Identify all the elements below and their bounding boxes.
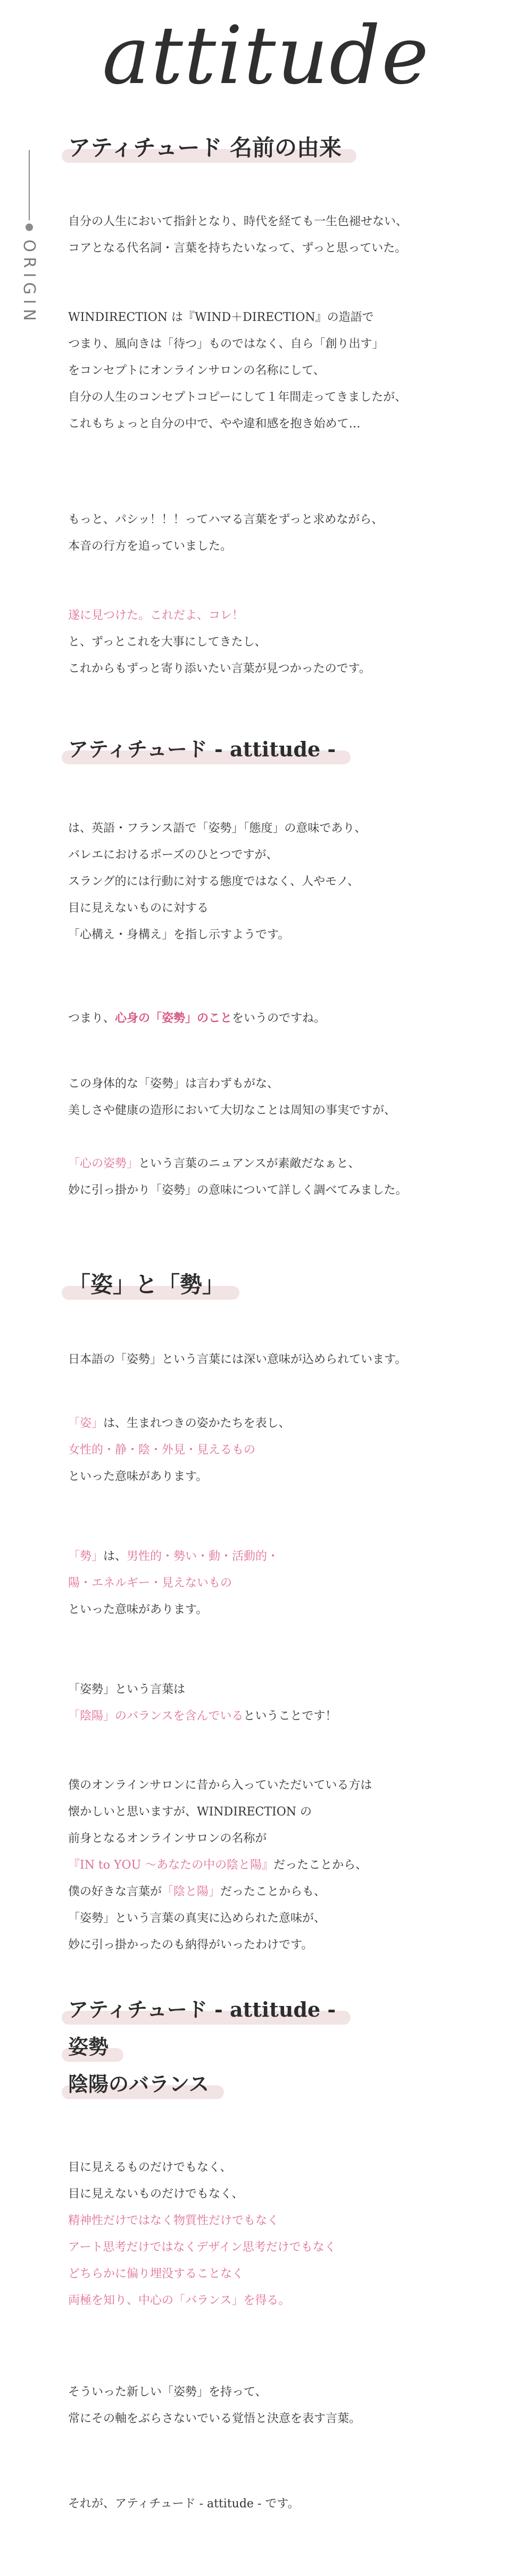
text-line: 美しさや健康の造形において大切なことは周知の事実ですが、 <box>68 1104 396 1117</box>
paragraph-conclusion <box>68 2491 494 2517</box>
highlight-line: どちらかに偏り埋没することなく <box>68 2267 244 2281</box>
page-title: attitude <box>102 10 430 102</box>
text-line: これからもずっと寄り添いたい言葉が見つかったのです。 <box>68 662 371 675</box>
text-line: 僕のオンラインサロンに昔から入っていただいている方は <box>68 1779 372 1792</box>
text-line <box>68 1879 494 1905</box>
text-line <box>68 1543 494 1570</box>
highlight-line: 女性的・静・陰・外見・見えるもの <box>68 1443 256 1457</box>
highlight-line: 精神性だけではなく物質性だけでもなく <box>68 2214 279 2227</box>
heading-balance: 陰陽のバランス <box>68 2069 209 2099</box>
text-line: 妙に引っ掛かったのも納得がいったわけです。 <box>68 1938 313 1952</box>
text-line: といった意味があります。 <box>68 1470 208 1483</box>
paragraph-intro <box>68 209 494 262</box>
text-line: をコンセプトにオンラインサロンの名称にして、 <box>68 364 325 377</box>
text-line: といった意味があります。 <box>68 1603 208 1616</box>
text-line: コアとなる代名詞・言葉を持ちたいなって、ずっと思っていた。 <box>68 242 407 255</box>
paragraph-windirection <box>68 304 494 437</box>
paragraph-definition <box>68 815 494 948</box>
text-line: これもちょっと自分の中で、やや違和感を抱き始めて… <box>68 417 361 431</box>
text-segment: だったことから、 <box>273 1859 368 1872</box>
text-line: 目に見えないものに対する <box>68 902 209 915</box>
text-line: と、ずっとこれを大事にしてきたし、 <box>68 635 267 649</box>
text-line <box>68 1410 494 1437</box>
text-line: 懐かしいと思いますが、WINDIRECTION の <box>68 1805 312 1819</box>
text-line <box>68 1005 494 1032</box>
text-line: 「姿勢」という言葉の真実に込められた意味が、 <box>68 1912 326 1925</box>
highlight-text: 『IN to YOU 〜あなたの中の陰と陽』 <box>68 1859 274 1872</box>
text-segment: だったことからも、 <box>220 1885 326 1898</box>
text-segment: は、生まれつきの姿かたちを表し、 <box>103 1417 290 1430</box>
highlight-line: 遂に見つけた。これだよ、コレ！ <box>68 609 244 622</box>
text-line: 目に見えるものだけでもなく、 <box>68 2161 232 2174</box>
text-line: 自分の人生のコンセプトコピーにして１年間走ってきましたが、 <box>68 391 407 404</box>
paragraph-sei <box>68 1543 494 1623</box>
highlight-line: アート思考だけではなくデザイン思考だけでもなく <box>68 2241 336 2254</box>
highlight-line: 陽・エネルギー・見えないもの <box>68 1576 232 1590</box>
text-line: 常にその軸をぶらさないでいる覚悟と決意を表す言葉。 <box>68 2412 361 2425</box>
paragraph-balance <box>68 2154 494 2314</box>
highlight-text: 「陰と陽」 <box>162 1885 221 1898</box>
paragraph-salon-history <box>68 1772 494 1959</box>
paragraph-posture <box>68 1071 494 1124</box>
text-segment: という言葉のニュアンスが素敵だなぁと、 <box>138 1157 360 1170</box>
text-line: 目に見えないものだけでもなく、 <box>68 2187 244 2201</box>
highlight-text: 男性的・勢い・動・活動的・ <box>127 1550 279 1563</box>
highlight-text: 「勢」 <box>68 1550 104 1563</box>
highlight-text: 「陰陽」のバランスを含んでいる <box>68 1710 244 1723</box>
highlight-text: 心身の「姿勢」のこと <box>115 1011 232 1025</box>
paragraph-yin-yang <box>68 1677 494 1730</box>
paragraph-search <box>68 507 494 560</box>
text-line: 日本語の「姿勢」という言葉には深い意味が込められています。 <box>68 1353 407 1366</box>
paragraph-found <box>68 602 494 682</box>
rail-dot <box>26 224 33 231</box>
text-line: もっと、パシッ！！！ってハマる言葉をずっと求めながら、 <box>68 513 384 526</box>
highlight-line: 両極を知り、中心の「バランス」を得る。 <box>68 2294 290 2307</box>
text-segment: つまり、 <box>68 1012 115 1025</box>
paragraph-meaning <box>68 1347 494 1373</box>
text-line <box>68 1703 494 1730</box>
text-segment: ということです！ <box>243 1710 337 1723</box>
highlight-text: 「心の姿勢」 <box>68 1157 139 1170</box>
text-line: バレエにおけるポーズのひとつですが、 <box>68 848 278 862</box>
text-line: 本音の行方を追っていました。 <box>68 540 232 553</box>
text-segment: は、 <box>103 1550 127 1563</box>
text-line: つまり、風向きは「待つ」ものではなく、自ら「創り出す」 <box>68 337 384 351</box>
text-line: この身体的な「姿勢」は言わずもがな、 <box>68 1077 279 1091</box>
text-segment: 僕の好きな言葉が <box>68 1885 162 1898</box>
text-line: 「姿勢」という言葉は <box>68 1683 186 1696</box>
origin-rail <box>21 150 37 363</box>
text-line: 前身となるオンラインサロンの名称が <box>68 1832 267 1845</box>
heading-attitude-2: アティチュード - attitude - <box>68 1995 336 2025</box>
text-segment: をいうのですね。 <box>232 1012 326 1025</box>
text-line: は、英語・フランス語で「姿勢」「態度」の意味であり、 <box>68 822 367 835</box>
heading-name-origin: アティチュード 名前の由来 <box>68 133 342 163</box>
text-line <box>68 1151 494 1177</box>
rail-line <box>29 150 30 220</box>
text-line: それが、アティチュード - attitude - です。 <box>68 2497 300 2511</box>
text-line: WINDIRECTION は『WIND＋DIRECTION』の造語で <box>68 311 374 324</box>
heading-shisei: 姿勢 <box>68 2032 109 2062</box>
heading-sugata-sei: 「姿」と「勢」 <box>68 1270 225 1300</box>
paragraph-resolve <box>68 2379 494 2432</box>
text-line: 「心構え・身構え」を指し示すようです。 <box>68 928 290 942</box>
paragraph-heart-posture <box>68 1151 494 1204</box>
text-line: スラング的には行動に対する態度ではなく、人やモノ、 <box>68 875 360 888</box>
text-line: 妙に引っ掛かり「姿勢」の意味について詳しく調べてみました。 <box>68 1184 408 1197</box>
highlight-text: 「姿」 <box>68 1417 104 1430</box>
paragraph-mind-body <box>68 1005 494 1032</box>
text-line <box>68 1852 494 1879</box>
text-line: 自分の人生において指針となり、時代を経ても一生色褪せない、 <box>68 215 408 228</box>
heading-attitude: アティチュード - attitude - <box>68 734 336 764</box>
paragraph-sugata <box>68 1410 494 1490</box>
origin-label: ORIGIN <box>20 240 38 326</box>
text-line: そういった新しい「姿勢」を持って、 <box>68 2385 267 2399</box>
